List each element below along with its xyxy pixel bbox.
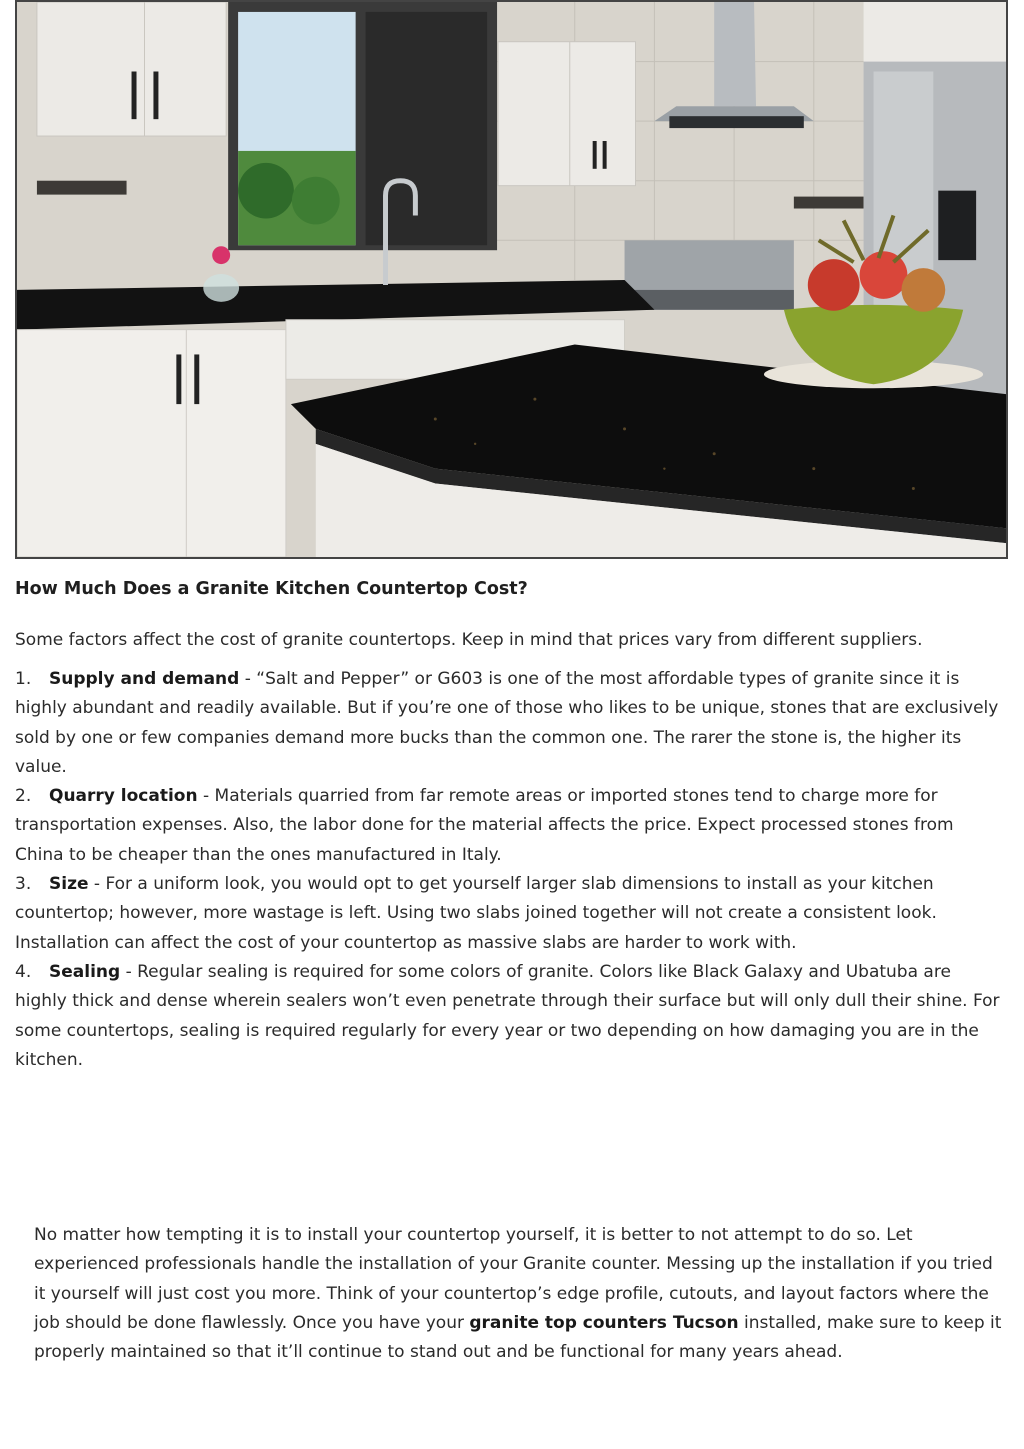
- factor-term: Supply and demand: [49, 669, 240, 689]
- list-number: 3.: [15, 874, 32, 895]
- closing-text-before: No matter how tempting it is to install your countertop yourself, it is better to not attempt to do so. Let experienced professionals handle the installation of your Granite counter. Messing up the installation if you tried it yourself will just cost you more. Think of your countertop’s edge profile, cutouts, and layout factors where the job should be done flawlessly. Once you have your: [34, 1225, 993, 1333]
- kitchen-illustration: [17, 2, 1006, 557]
- factor-text: - “Salt and Pepper” or G603 is one of the most affordable types of granite since it is highly abundant and readily available. But if you’re one of those who likes to be unique, stones that are exclusively sold by one or few companies demand more bucks than the common one. The rarer the stone is, the higher its value.: [15, 669, 999, 777]
- kitchen-photo: [15, 0, 1008, 559]
- closing-text-after: installed, make sure to keep it properly maintained so that it’ll continue to stand out and be functional for many years ahead.: [34, 1312, 1002, 1363]
- factor-text: - Regular sealing is required for some colors of granite. Colors like Black Galaxy and Ubatuba are highly thick and dense wherein sealers won’t even penetrate through their surface but will only dull their shine. For some countertops, sealing is required regularly for every year or two depending on how damaging you are in the kitchen.: [15, 961, 1000, 1070]
- factor-term: Size: [49, 874, 89, 895]
- cost-factor-list: [15, 665, 1005, 1075]
- factor-term: Quarry location: [49, 786, 198, 807]
- list-item: [15, 870, 1005, 958]
- article-heading: How Much Does a Granite Kitchen Countertop Cost?: [15, 579, 528, 599]
- list-number: 2.: [15, 786, 32, 807]
- factor-text: - Materials quarried from far remote areas or imported stones tend to charge more for transportation expenses. Also, the labor done for the material affects the price. Expect processed stones from China to be cheaper than the ones manufactured in Italy.: [15, 786, 954, 865]
- list-number: 1.: [15, 669, 32, 689]
- factor-text: - For a uniform look, you would opt to get yourself larger slab dimensions to install as your kitchen countertop; however, more wastage is left. Using two slabs joined together will not create a consistent look. Installation can affect the cost of your countertop as massive slabs are harder to work with.: [15, 874, 937, 953]
- closing-paragraph: [34, 1221, 1009, 1367]
- factor-term: Sealing: [49, 961, 121, 982]
- list-item: [15, 782, 1005, 870]
- keyword-link[interactable]: granite top counters Tucson: [469, 1312, 739, 1333]
- list-item: [15, 958, 1005, 1075]
- intro-paragraph: Some factors affect the cost of granite countertops. Keep in mind that prices vary from different suppliers.: [15, 630, 923, 650]
- list-number: 4.: [15, 961, 32, 982]
- list-item: [15, 665, 1005, 782]
